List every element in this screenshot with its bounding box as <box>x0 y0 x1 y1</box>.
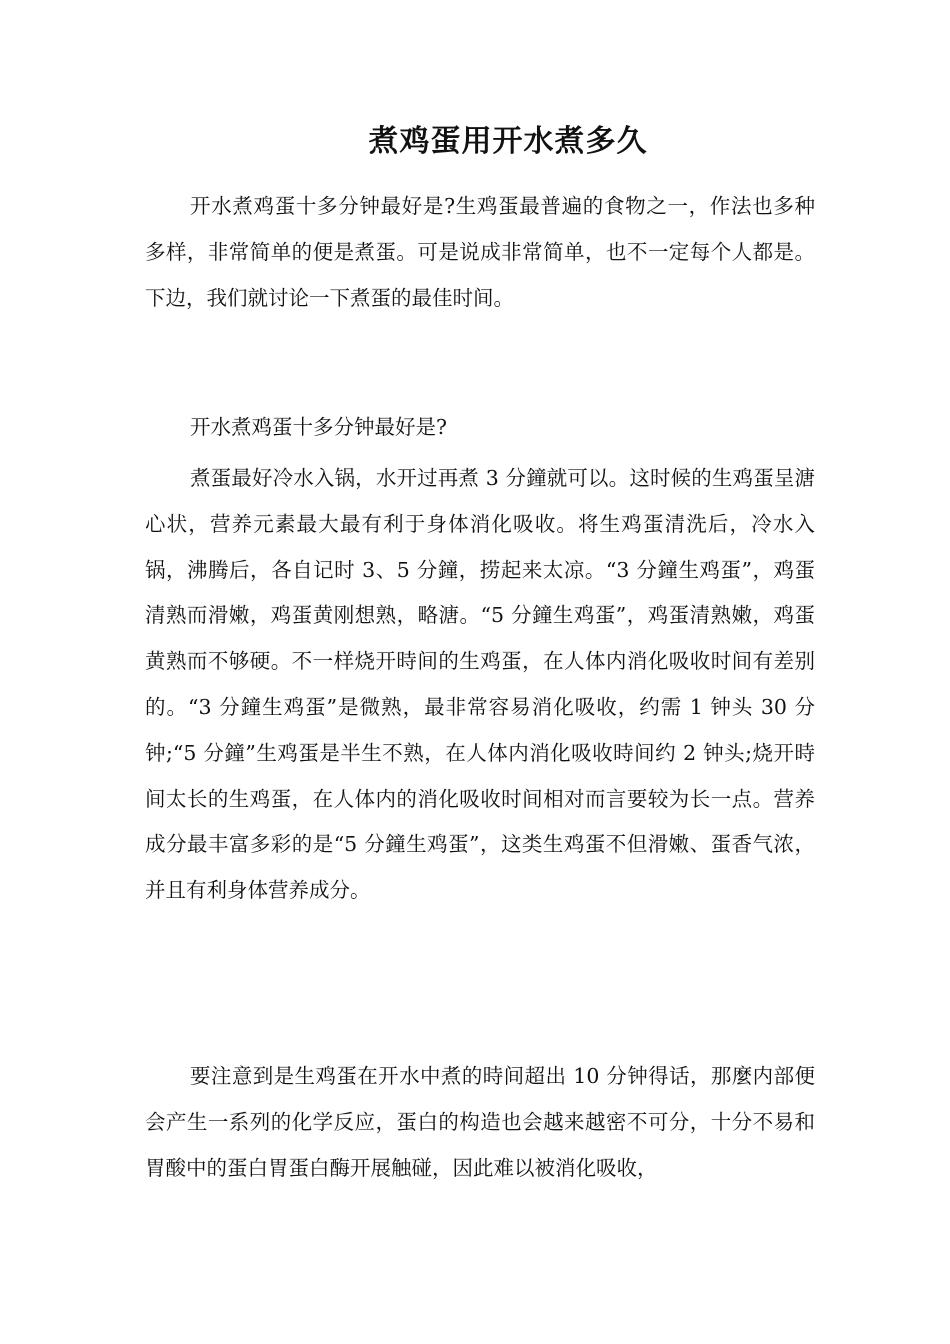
section-heading: 开水煮鸡蛋十多分钟最好是? <box>190 415 447 439</box>
intro-paragraph: 开水煮鸡蛋十多分钟最好是?生鸡蛋最普遍的食物之一，作法也多种多样，非常简单的便是煮蛋。可是说成非常简单，也不一定每个人都是。下边，我们就讨论一下煮蛋的最佳时间。 <box>145 194 815 310</box>
body-paragraph-cooking-time: 煮蛋最好冷水入锅，水开过再煮 3 分鐘就可以。这时候的生鸡蛋呈溏心状，营养元素最大最有利于身体消化吸收。将生鸡蛋清洗后，冷水入锅，沸腾后，各自记时 3、5 分鐘，捞起来太凉。“3 分鐘生鸡蛋”，鸡蛋清熟而滑嫩，鸡蛋黄刚想熟，略溏。“5 分鐘生鸡蛋”，鸡蛋清熟嫩，鸡蛋黄熟而不够硬。不一样烧开時间的生鸡蛋，在人体内消化吸收时间有差别的。“3 分鐘生鸡蛋”是微熟，最非常容易消化吸收，约需 1 钟头 30 分钟;“5 分鐘”生鸡蛋是半生不熟，在人体内消化吸收時间约 2 钟头;烧开時间太长的生鸡蛋，在人体内的消化吸收时间相对而言要较为长一点。营养成分最丰富多彩的是“5 分鐘生鸡蛋”，这类生鸡蛋不但滑嫩、蛋香气浓，并且有利身体营养成分。 <box>145 466 815 903</box>
page-title: 煮鸡蛋用开水煮多久 <box>368 124 648 159</box>
body-paragraph-overcooking: 要注意到是生鸡蛋在开水中煮的時间超出 10 分钟得话，那麼内部便会产生一系列的化学反应，蛋白的构造也会越来越密不可分，十分不易和胃酸中的蛋白胃蛋白酶开展触碰，因此难以被消化吸收， <box>145 1064 815 1180</box>
